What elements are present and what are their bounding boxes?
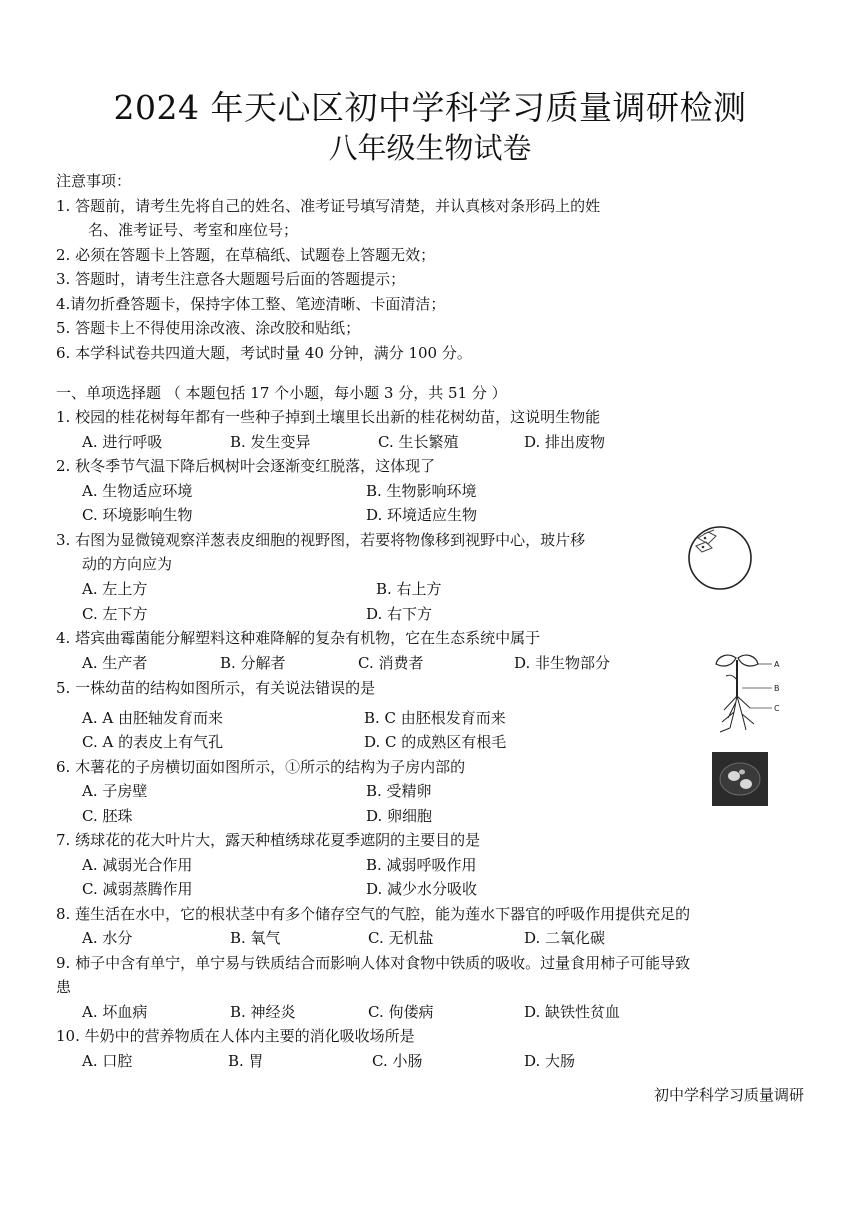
option: D. 右下方	[366, 605, 433, 623]
option: C. 环境影响生物	[82, 506, 193, 524]
option: C. 小肠	[372, 1052, 423, 1070]
ovary-cross-section-figure	[712, 752, 768, 806]
option: B. 氧气	[230, 929, 281, 947]
option: B. 右上方	[376, 580, 442, 598]
option: A. 口腔	[82, 1052, 133, 1070]
exam-title: 2024 年天心区初中学科学习质量调研检测	[113, 88, 747, 127]
exam-subtitle: 八年级生物试卷	[328, 131, 532, 165]
notice-item: 1. 答题前，请考生先将自己的姓名、准考证号填写清楚，并认真核对条形码上的姓	[56, 197, 601, 215]
option: A. A 由胚轴发育而来	[82, 709, 223, 727]
question-stem: 3. 右图为显微镜观察洋葱表皮细胞的视野图，若要将物像移到视野中心，玻片移	[56, 531, 586, 549]
question-stem-cont: 患	[56, 978, 72, 996]
option: A. 子房壁	[82, 782, 148, 800]
figure-label: A	[774, 660, 780, 669]
option: A. 坏血病	[82, 1003, 148, 1021]
figure-label: B	[774, 684, 780, 693]
question-stem: 9. 柿子中含有单宁，单宁易与铁质结合而影响人体对食物中铁质的吸收。过量食用柿子可能导致	[56, 954, 691, 972]
question-stem-cont: 动的方向应为	[82, 555, 173, 573]
option: B. 减弱呼吸作用	[366, 856, 477, 874]
question-stem: 10. 牛奶中的营养物质在人体内主要的消化吸收场所是	[56, 1027, 415, 1045]
option: C. 佝偻病	[368, 1003, 434, 1021]
option: D. 大肠	[524, 1052, 576, 1070]
option: D. 减少水分吸收	[366, 880, 478, 898]
notice-item: 2. 必须在答题卡上答题，在草稿纸、试题卷上答题无效；	[56, 246, 436, 264]
option: C. A 的表皮上有气孔	[82, 733, 224, 751]
seedling-figure	[706, 652, 782, 734]
question-stem: 5. 一株幼苗的结构如图所示，有关说法错误的是	[56, 679, 376, 697]
option: D. 排出废物	[524, 433, 606, 451]
option: C. 左下方	[82, 605, 148, 623]
option: A. 左上方	[82, 580, 148, 598]
option: B. 胃	[228, 1052, 264, 1070]
option: B. 发生变异	[230, 433, 311, 451]
option: B. 分解者	[220, 654, 286, 672]
option: C. 生长繁殖	[378, 433, 459, 451]
option: C. 消费者	[358, 654, 424, 672]
section-heading: 一、单项选择题 （ 本题包括 17 个小题，每小题 3 分，共 51 分 ）	[56, 384, 507, 402]
option: D. 缺铁性贫血	[524, 1003, 621, 1021]
option: C. 胚珠	[82, 807, 133, 825]
option: A. 进行呼吸	[82, 433, 163, 451]
option: C. 无机盐	[368, 929, 434, 947]
notice-item: 4.请勿折叠答题卡，保持字体工整、笔迹清晰、卡面清洁；	[56, 295, 446, 313]
notice-item: 3. 答题时，请考生注意各大题题号后面的答题提示；	[56, 270, 406, 288]
notice-item: 名、准考证号、考室和座位号；	[88, 221, 299, 239]
question-stem: 7. 绣球花的花大叶片大，露天种植绣球花夏季遮阴的主要目的是	[56, 831, 481, 849]
question-stem: 1. 校园的桂花树每年都有一些种子掉到土壤里长出新的桂花树幼苗，这说明生物能	[56, 408, 601, 426]
option: D. 环境适应生物	[366, 506, 478, 524]
option: B. 神经炎	[230, 1003, 296, 1021]
option: A. 水分	[82, 929, 133, 947]
question-stem: 8. 莲生活在水中，它的根状茎中有多个储存空气的气腔，能为莲水下器官的呼吸作用提供充足的	[56, 905, 691, 923]
question-stem: 2. 秋冬季节气温下降后枫树叶会逐渐变红脱落，这体现了	[56, 457, 436, 475]
notice-item: 5. 答题卡上不得使用涂改液、涂改胶和贴纸；	[56, 319, 361, 337]
option: A. 减弱光合作用	[82, 856, 193, 874]
option: D. 二氧化碳	[524, 929, 606, 947]
figure-label: C	[774, 704, 780, 713]
microscope-field-figure	[686, 524, 754, 592]
option: A. 生物适应环境	[82, 482, 193, 500]
option: D. 非生物部分	[514, 654, 611, 672]
option: D. 卵细胞	[366, 807, 433, 825]
option: C. 减弱蒸腾作用	[82, 880, 193, 898]
option: A. 生产者	[82, 654, 148, 672]
notice-heading: 注意事项：	[56, 172, 132, 190]
page-footer: 初中学科学习质量调研	[653, 1086, 804, 1104]
option: B. C 由胚根发育而来	[364, 709, 506, 727]
option: B. 受精卵	[366, 782, 432, 800]
question-stem: 4. 塔宾曲霉菌能分解塑料这种难降解的复杂有机物，它在生态系统中属于	[56, 629, 541, 647]
option: D. C 的成熟区有根毛	[364, 733, 507, 751]
notice-item: 6. 本学科试卷共四道大题，考试时量 40 分钟，满分 100 分。	[56, 344, 472, 362]
option: B. 生物影响环境	[366, 482, 477, 500]
question-stem: 6. 木薯花的子房横切面如图所示，①所示的结构为子房内部的	[56, 758, 466, 776]
